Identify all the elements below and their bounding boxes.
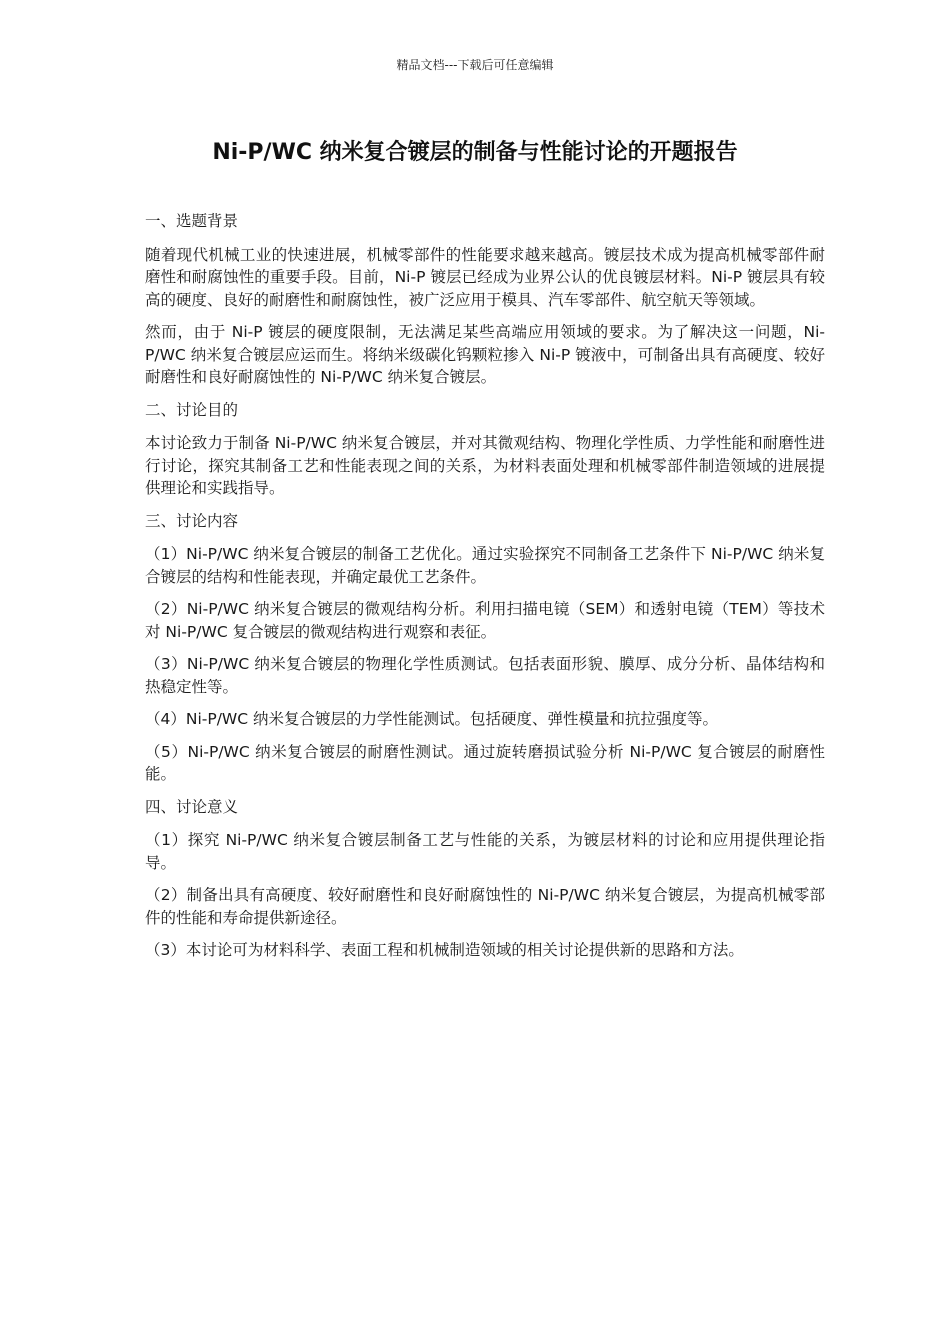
section-heading-content: 三、讨论内容 <box>145 511 239 530</box>
document-title: Ni-P/WC 纳米复合镀层的制备与性能讨论的开题报告 <box>212 140 738 165</box>
header-note: 精品文档---下载后可任意编辑 <box>396 58 554 72</box>
list-item: （3）Ni-P/WC 纳米复合镀层的物理化学性质测试。包括表面形貌、膜厚、成分分析、晶体结构和热稳定性等。 <box>145 655 825 696</box>
list-item: （4）Ni-P/WC 纳米复合镀层的力学性能测试。包括硬度、弹性模量和抗拉强度等。 <box>145 710 719 728</box>
list-item: （2）制备出具有高硬度、较好耐磨性和良好耐腐蚀性的 Ni-P/WC 纳米复合镀层，为提高机械零部件的性能和寿命提供新途径。 <box>145 886 825 927</box>
list-item: （5）Ni-P/WC 纳米复合镀层的耐磨性测试。通过旋转磨损试验分析 Ni-P/WC 复合镀层的耐磨性能。 <box>145 742 825 783</box>
document-body <box>145 210 825 972</box>
paragraph: 然而，由于 Ni-P 镀层的硬度限制，无法满足某些高端应用领域的要求。为了解决这一问题，Ni-P/WC 纳米复合镀层应运而生。将纳米级碳化钨颗粒掺入 Ni-P 镀液中，可制备出具有高硬度、较好耐磨性和良好耐腐蚀性的 Ni-P/WC 纳米复合镀层。 <box>145 323 825 386</box>
list-item: （2）Ni-P/WC 纳米复合镀层的微观结构分析。利用扫描电镜（SEM）和透射电镜（TEM）等技术对 Ni-P/WC 复合镀层的微观结构进行观察和表征。 <box>145 600 825 641</box>
section-heading-purpose: 二、讨论目的 <box>145 400 239 419</box>
section-heading-significance: 四、讨论意义 <box>145 797 239 816</box>
paragraph: 随着现代机械工业的快速进展，机械零部件的性能要求越来越高。镀层技术成为提高机械零部件耐磨性和耐腐蚀性的重要手段。目前，Ni-P 镀层已经成为业界公认的优良镀层材料。Ni-P 镀层具有较高的硬度、良好的耐磨性和耐腐蚀性，被广泛应用于模具、汽车零部件、航空航天等领域。 <box>145 245 825 309</box>
paragraph: 本讨论致力于制备 Ni-P/WC 纳米复合镀层，并对其微观结构、物理化学性质、力学性能和耐磨性进行讨论，探究其制备工艺和性能表现之间的关系，为材料表面处理和机械零部件制造领域的进展提供理论和实践指导。 <box>145 434 825 497</box>
list-item: （1）Ni-P/WC 纳米复合镀层的制备工艺优化。通过实验探究不同制备工艺条件下 Ni-P/WC 纳米复合镀层的结构和性能表现，并确定最优工艺条件。 <box>145 545 825 586</box>
section-heading-background: 一、选题背景 <box>145 212 239 230</box>
list-item: （3）本讨论可为材料科学、表面工程和机械制造领域的相关讨论提供新的思路和方法。 <box>145 941 744 959</box>
list-item: （1）探究 Ni-P/WC 纳米复合镀层制备工艺与性能的关系，为镀层材料的讨论和应用提供理论指导。 <box>145 831 825 872</box>
